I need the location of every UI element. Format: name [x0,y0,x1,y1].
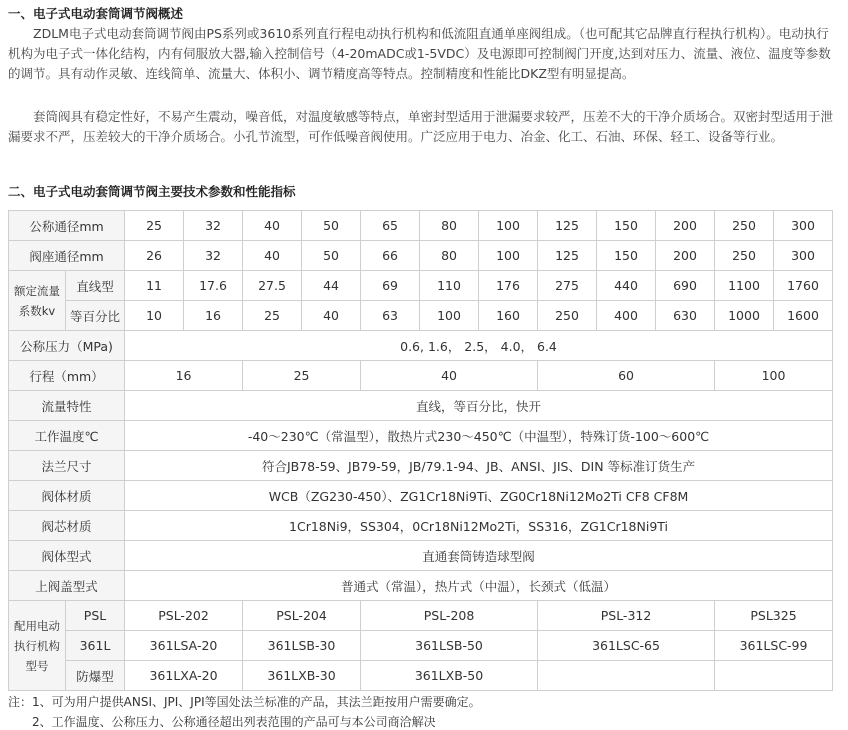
cell-value: 80 [420,211,479,241]
section2-title: 二、电子式电动套筒调节阀主要技术参数和性能指标 [8,184,296,199]
cell-value: 250 [715,211,774,241]
cell-value: 60 [538,361,715,391]
cell-value: 176 [479,271,538,301]
label-temperature: 工作温度℃ [9,421,125,451]
intro-paragraph-2: 套筒阀具有稳定性好，不易产生震动，噪音低，对温度敏感等特点，单密封型适用于泄漏要求较严，压差不大的干净介质场合。双密封型适用于泄漏要求不严，压差较大的干净介质场合。小孔节流型，可作低噪音阀使用。广泛应用于电力、冶金、化工、石油、环保、轻工、设备等行业。 [8,109,834,144]
cell-value: 63 [361,301,420,331]
label-flange: 法兰尺寸 [9,451,125,481]
cell-value: 66 [361,241,420,271]
cell-value: 65 [361,211,420,241]
cell-value: 0.6, 1.6， 2.5， 4.0， 6.4 [125,331,833,361]
row-stroke [9,361,833,391]
cell-value: 80 [420,241,479,271]
cell-value: 40 [361,361,538,391]
spec-table [8,210,833,691]
cell-value: 160 [479,301,538,331]
label-body-type: 阀体型式 [9,541,125,571]
cell-value: 26 [125,241,184,271]
cell-value: 361LSC-99 [715,631,833,661]
section1-intro [8,24,834,84]
cell-value: 40 [243,241,302,271]
cell-value: PSL-208 [361,601,538,631]
cell-value: -40～230℃（常温型），散热片式230～450℃（中温型），特殊订货-100～600℃ [125,421,833,451]
cell-value: 69 [361,271,420,301]
label-stroke: 行程（mm） [9,361,125,391]
cell-value: 25 [125,211,184,241]
cell-value: 200 [656,241,715,271]
row-nominal-diameter [9,211,833,241]
cell-value: 32 [184,211,243,241]
cell-value: 10 [125,301,184,331]
label-kv: 额定流量系数kv [9,271,66,331]
cell-value: 110 [420,271,479,301]
cell-value: 100 [715,361,833,391]
label-actuator-explosion-proof: 防爆型 [66,661,125,691]
cell-value: 361LSB-30 [243,631,361,661]
row-actuator-361l [9,631,833,661]
cell-value: 150 [597,211,656,241]
cell-value: 1600 [774,301,833,331]
cell-value: WCB（ZG230-450）、ZG1Cr18Ni9Ti、ZG0Cr18Ni12Mo2Ti CF8 CF8M [125,481,833,511]
row-pressure [9,331,833,361]
label-kv-linear: 直线型 [66,271,125,301]
cell-value: 100 [479,241,538,271]
cell-value: 630 [656,301,715,331]
row-body-material [9,481,833,511]
cell-value: 100 [420,301,479,331]
cell-value: 361LSB-50 [361,631,538,661]
cell-value: 250 [538,301,597,331]
cell-value: 100 [479,211,538,241]
row-bonnet [9,571,833,601]
cell-value: 300 [774,241,833,271]
cell-value: 125 [538,241,597,271]
row-kv-linear [9,271,833,301]
row-temperature [9,421,833,451]
cell-value: 200 [656,211,715,241]
cell-value: 400 [597,301,656,331]
cell-value: PSL325 [715,601,833,631]
cell-value: 44 [302,271,361,301]
cell-value: 1Cr18Ni9，SS304，0Cr18Ni12Mo2Ti，SS316，ZG1Cr18Ni9Ti [125,511,833,541]
cell-value: 11 [125,271,184,301]
cell-empty [538,661,715,691]
label-kv-equal: 等百分比 [66,301,125,331]
label-actuator: 配用电动执行机构型号 [9,601,66,691]
cell-value: 690 [656,271,715,301]
cell-value: 1000 [715,301,774,331]
label-bonnet: 上阀盖型式 [9,571,125,601]
note-2: 2、工作温度、公称压力、公称通径超出列表范围的产品可与本公司商洽解决 [32,715,436,729]
cell-value: 16 [184,301,243,331]
note-1: 注：1、可为用户提供ANSI、JPI、JPI等国处法兰标准的产品，其法兰距按用户需要确定。 [8,695,481,709]
row-kv-equal [9,301,833,331]
row-core-material [9,511,833,541]
cell-value: 361LXB-30 [243,661,361,691]
cell-value: 符合JB78-59、JB79-59，JB/79.1-94、JB、ANSI、JIS、DIN 等标准订货生产 [125,451,833,481]
cell-value: 25 [243,361,361,391]
row-actuator-explosion-proof [9,661,833,691]
cell-value: 1100 [715,271,774,301]
cell-value: 40 [243,211,302,241]
label-seat-diameter: 阀座通径mm [9,241,125,271]
cell-value: 16 [125,361,243,391]
cell-value: 普通式（常温），热片式（中温），长颈式（低温） [125,571,833,601]
row-actuator-psl [9,601,833,631]
cell-value: 32 [184,241,243,271]
row-flange [9,451,833,481]
row-seat-diameter [9,241,833,271]
cell-value: 440 [597,271,656,301]
cell-value: 361LSA-20 [125,631,243,661]
cell-value: 直通套筒铸造球型阀 [125,541,833,571]
cell-value: 40 [302,301,361,331]
cell-value: 150 [597,241,656,271]
label-body-material: 阀体材质 [9,481,125,511]
cell-value: 25 [243,301,302,331]
label-pressure: 公称压力（MPa) [9,331,125,361]
cell-value: 50 [302,211,361,241]
row-body-type [9,541,833,571]
section1-features [8,107,834,147]
label-core-material: 阀芯材质 [9,511,125,541]
cell-value: 50 [302,241,361,271]
cell-value: PSL-204 [243,601,361,631]
cell-value: 275 [538,271,597,301]
cell-value: 27.5 [243,271,302,301]
cell-value: 361LSC-65 [538,631,715,661]
cell-value: 1760 [774,271,833,301]
label-actuator-psl: PSL [66,601,125,631]
cell-empty [715,661,833,691]
cell-value: 361LXA-20 [125,661,243,691]
intro-paragraph-1: ZDLM电子式电动套筒调节阀由PS系列或3610系列直行程电动执行机构和低流阻直通单座阀组成。（也可配其它品牌直行程执行机构）。电动执行机构为电子式一体化结构，内有伺服放大器,输入控制信号（4-20mADC或1-5VDC）及电源即可控制阀门开度,达到对压力、流量、液位、温度等参数的调节。具有动作灵敏、连线简单、流量大、体积小、调节精度高等特点。控制精度和性能比DKZ型有明显提高。 [8,26,831,81]
cell-value: 250 [715,241,774,271]
cell-value: 361LXB-50 [361,661,538,691]
cell-value: 直线，等百分比，快开 [125,391,833,421]
label-flow-characteristic: 流量特性 [9,391,125,421]
cell-value: 300 [774,211,833,241]
cell-value: 17.6 [184,271,243,301]
cell-value: PSL-202 [125,601,243,631]
label-nominal-diameter: 公称通径mm [9,211,125,241]
row-flow-characteristic [9,391,833,421]
cell-value: 125 [538,211,597,241]
section1-title: 一、电子式电动套筒调节阀概述 [8,6,184,21]
cell-value: PSL-312 [538,601,715,631]
label-actuator-361l: 361L [66,631,125,661]
